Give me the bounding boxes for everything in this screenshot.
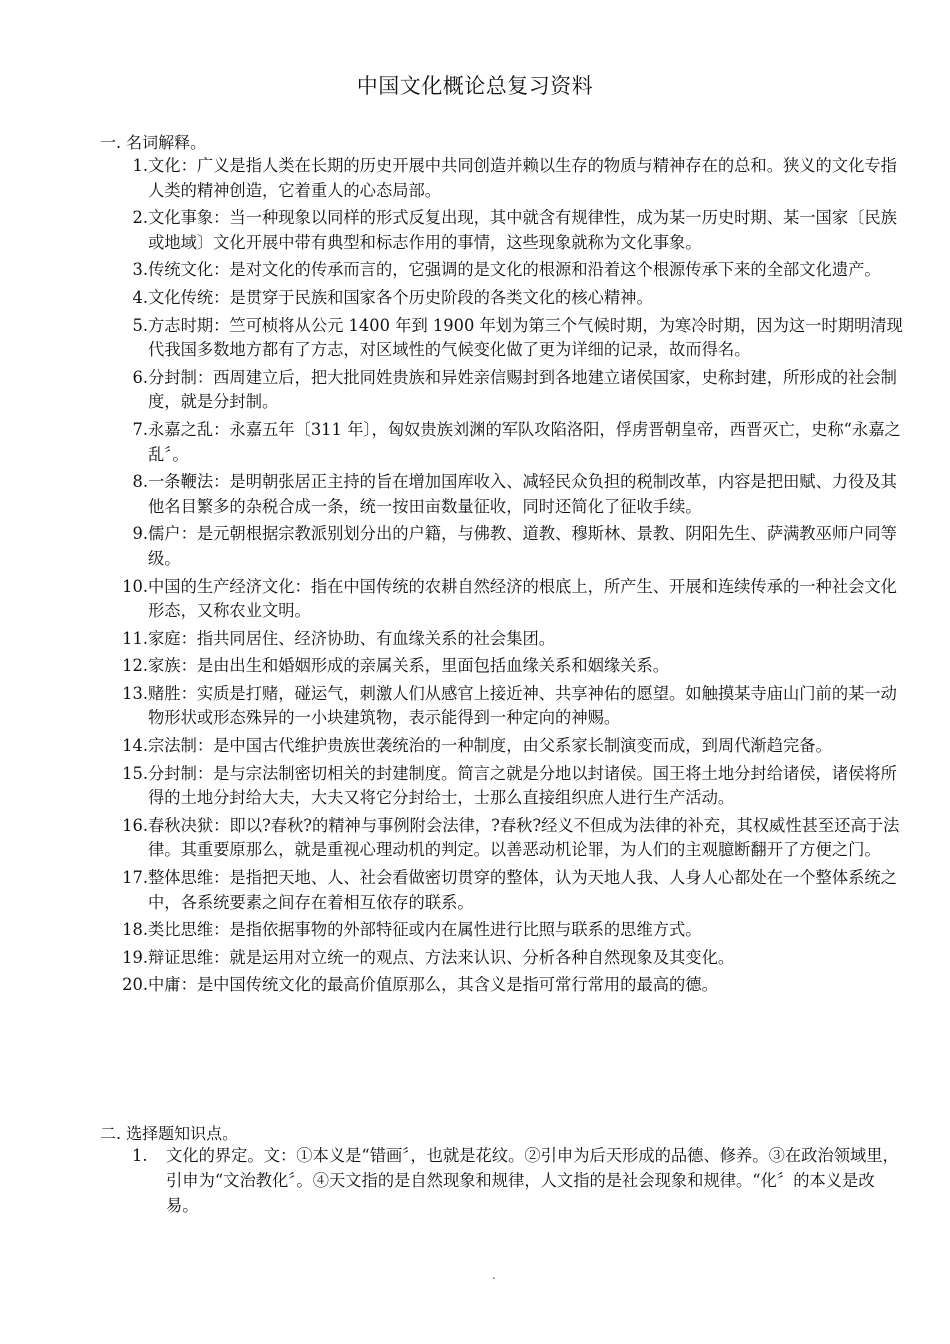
page-title: 中国文化概论总复习资料 [356,74,594,98]
item-text: 辩证思维：就是运用对立统一的观点、方法来认识、分析各种自然现象及其变化。 [148,947,735,967]
list-item [100,682,905,731]
item-number: 1 . [132,1143,148,1168]
item-text: 永嘉之乱：永嘉五年〔311 年〕，匈奴贵族刘渊的军队攻陷洛阳，俘虏晋朝皇帝，西晋灭亡，史称“永嘉之乱〞。 [148,419,901,464]
item-text: 赌胜：实质是打赌，碰运气，刺激人们从感官上接近神、共享神佑的愿望。如触摸某寺庙山门前的某一动物形状或形态殊异的一小块建筑物，表示能得到一种定向的神赐。 [148,683,897,728]
item-number: 8 . [100,470,148,495]
item-text: 春秋决狱：即以?春秋?的精神与事例附会法律，?春秋?经义不但成为法律的补充，其权威性甚至还高于法律。其重要原那么，就是重视心理动机的判定。以善恶动机论罪，为人们的主观臆断翻开了方便之门。 [148,815,900,860]
footer-mark: . [492,1268,496,1282]
item-text: 文化传统：是贯穿于民族和国家各个历史阶段的各类文化的核心精神。 [148,287,653,307]
item-number: 14 . [100,734,148,759]
item-text: 中国的生产经济文化：指在中国传统的农耕自然经济的根底上，所产生、开展和连续传承的一种社会文化形态，又称农业文明。 [148,576,897,621]
list-item [100,734,905,759]
list-item [100,918,905,943]
item-number: 16 . [100,814,148,839]
list-item [100,418,905,467]
item-text: 家族：是由出生和婚姻形成的亲属关系，里面包括血缘关系和姻缘关系。 [148,656,670,676]
item-text: 类比思维：是指依据事物的外部特征或内在属性进行比照与联系的思维方式。 [148,920,702,940]
item-number: 2 . [100,206,148,231]
item-number: 6 . [100,366,148,391]
list-item [100,206,905,255]
section-heading-knowledge-points: 二. 选择题知识点。 [100,1124,239,1143]
item-text: 家庭：指共同居住、经济协助、有血缘关系的社会集团。 [148,628,556,648]
item-number: 4 . [100,286,148,311]
list-item [100,366,905,415]
list-item [100,627,905,652]
item-text: 整体思维：是指把天地、人、社会看做密切贯穿的整体，认为天地人我、人身人心都处在一个整体系统之中，各系统要素之间存在着相互依存的联系。 [148,868,897,912]
item-text: 文化：广义是指人类在长期的历史开展中共同创造并赖以生存的物质与精神存在的总和。狭义的文化专指人类的精神创造，它着重人的心态局部。 [148,156,897,200]
list-item [100,866,905,915]
item-text: 宗法制：是中国古代维护贵族世袭统治的一种制度，由父系家长制演变而成，到周代渐趋完备。 [148,736,832,756]
list-item [100,470,905,519]
item-number: 10 . [100,575,148,600]
item-number: 19 . [100,946,148,971]
item-text: 文化事象：当一种现象以同样的形式反复出现，其中就含有规律性，成为某一历史时期、某一国家〔民族或地域〕文化开展中带有典型和标志作用的事情，这些现象就称为文化事象。 [148,208,897,252]
item-number: 18 . [100,918,148,943]
item-number: 15 . [100,762,148,787]
item-number: 12 . [100,654,148,679]
list-item [100,522,905,571]
section-heading-terms: 一. 名词解释。 [100,133,207,152]
list-item [100,258,905,283]
item-number: 11 . [100,627,148,652]
item-number: 13 . [100,682,148,707]
item-text: 文化的界定。文：①本义是“错画〞，也就是花纹。②引申为后天形成的品德、修养。③在政治领域里，引申为“文治教化〞。④天文指的是自然现象和规律，人文指的是社会现象和规律。“化〞的本义是改易。 [166,1146,899,1215]
knowledge-points-list [100,1143,905,1218]
list-item [100,286,905,311]
item-number: 1 . [100,154,148,179]
list-item [100,654,905,679]
item-text: 中庸：是中国传统文化的最高价值原那么，其含义是指可常行常用的最高的德。 [148,975,718,995]
item-text: 传统文化：是对文化的传承而言的，它强调的是文化的根源和沿着这个根源传承下来的全部文化遗产。 [148,260,881,280]
list-item [100,575,905,624]
list-item [100,973,905,998]
list-item [100,814,905,863]
item-number: 3 . [100,258,148,283]
item-number: 7 . [100,418,148,443]
terms-list [100,154,905,1001]
list-item [100,1143,905,1218]
list-item [100,314,905,363]
item-text: 方志时期：竺可桢将从公元 1400 年到 1900 年划为第三个气候时期，为寒冷时期，因为这一时期明清现代我国多数地方都有了方志，对区域性的气候变化做了更为详细的记录，故而得名。 [148,315,903,360]
list-item [100,762,905,811]
list-item [100,946,905,971]
list-item [100,154,905,203]
item-text: 分封制：是与宗法制密切相关的封建制度。简言之就是分地以封诸侯。国王将土地分封给诸侯，诸侯将所得的土地分封给大夫，大夫又将它分封给士，士那么直接组织庶人进行生产活动。 [148,763,897,808]
item-text: 一条鞭法：是明朝张居正主持的旨在增加国库收入、减轻民众负担的税制改革，内容是把田赋、力役及其他名目繁多的杂税合成一条，统一按田亩数量征收，同时还简化了征收手续。 [148,472,897,516]
item-text: 分封制：西周建立后，把大批同姓贵族和异姓亲信赐封到各地建立诸侯国家，史称封建，所形成的社会制度，就是分封制。 [148,367,897,412]
item-text: 儒户：是元朝根据宗教派别划分出的户籍，与佛教、道教、穆斯林、景教、阴阳先生、萨满教巫师户同等级。 [148,524,897,568]
item-number: 17 . [100,866,148,891]
item-number: 20 . [100,973,148,998]
item-number: 9 . [100,522,148,547]
item-number: 5 . [100,314,148,339]
